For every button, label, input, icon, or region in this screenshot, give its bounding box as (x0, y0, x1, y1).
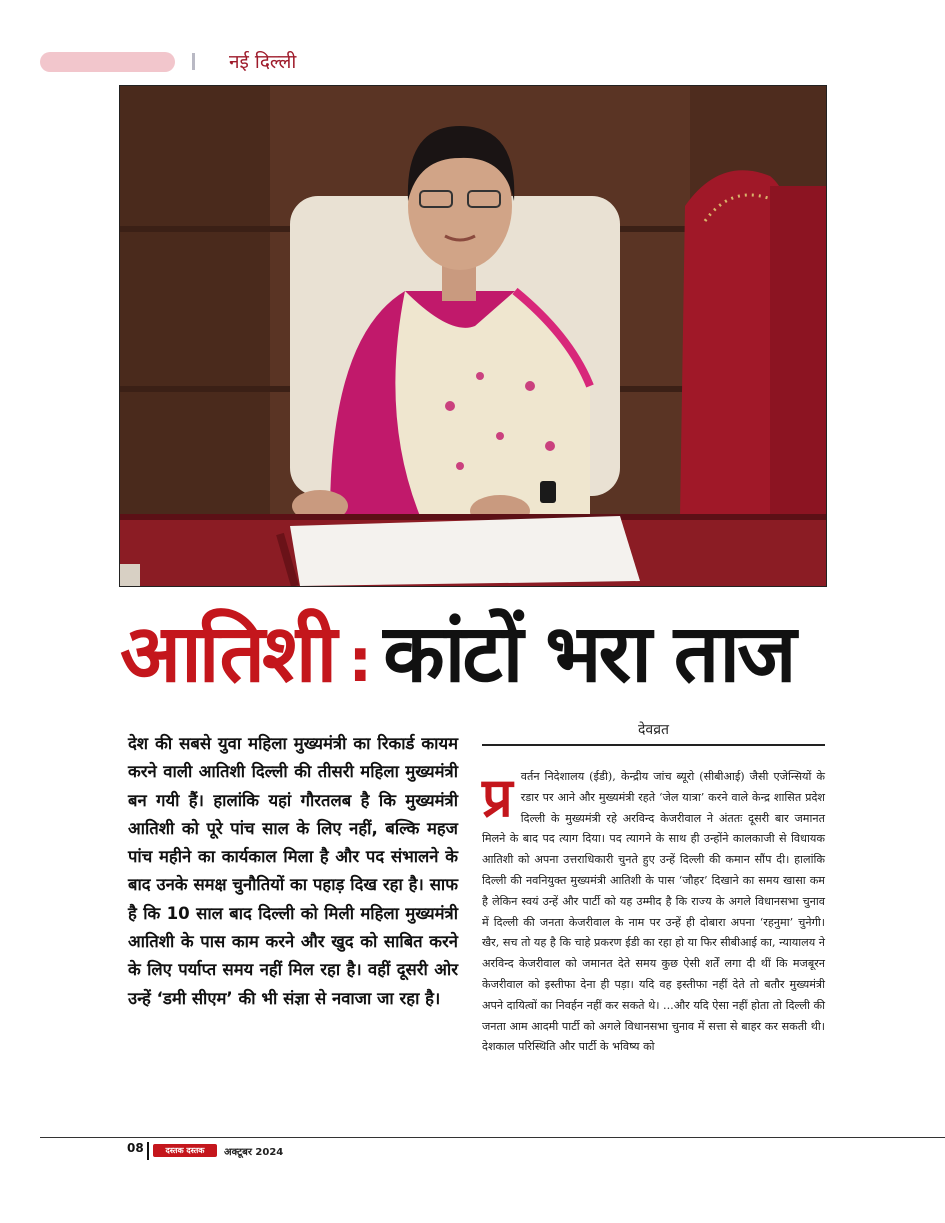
footer-divider (147, 1142, 149, 1160)
page-number: 08 (127, 1141, 144, 1155)
section-pill (40, 52, 175, 72)
footer-rule (40, 1137, 945, 1138)
article-text: वर्तन निदेशालय (ईडी), केन्द्रीय जांच ब्यूरो (सीबीआई) जैसी एजेन्सियों के रडार पर आने और मुख्यमंत्री रहते ‘जेल यात्रा’ करने वाले केन्द्र शासित प्रदेश दिल्ली के मुख्यमंत्री रहे अरविन्द केजरीवाल ने अंततः दूसरी बार जमानत मिलने के बाद पद त्याग दिया। पद त्यागने के साथ ही उन्होंने कालकाजी से विधायक आतिशी को अपना उत्तराधिकारी चुनते हुए उन्हें दिल्ली की कमान सौंप दी। हालांकि दिल्ली की नवनियुक्त मुख्यमंत्री आतिशी के पास ‘जौहर’ दिखाने का समय खासा कम है लेकिन स्वयं उन्हें और पार्टी को यह उम्मीद है कि राज्य के अगले विधानसभा चुनाव में दिल्ली की जनता केजरीवाल के नाम पर उन्हें ही दोबारा अपना ‘रहनुमा’ चुनेगी। खैर, सच तो यह है कि चाहे प्रकरण ईडी का रहा हो या फिर सीबीआई का, न्यायालय ने अरविन्द केजरीवाल को जमानत देते समय कुछ ऐसी शर्तें लगा दी थीं कि मजबूरन केजरीवाल को इस्तीफा देना ही पड़ा। यदि वह इस्तीफा नहीं देते तो बतौर मुख्यमंत्री अपने दायित्वों का निवर्हन नहीं कर सकते थे। ...और यदि ऐसा नहीं होता तो दिल्ली की जनता आम आदमी पार्टी को अगले विधानसभा चुनाव में सत्ता से बाहर कर सकती थी। देशकाल परिस्थिति और पार्टी के भविष्य को (482, 770, 825, 1054)
headline-separator: : (348, 626, 370, 696)
article-body (482, 767, 825, 1058)
lead-photo (119, 85, 827, 587)
magazine-logo: दस्तक दस्तक (153, 1144, 217, 1157)
header-divider (192, 53, 195, 70)
dropcap: प्र (482, 766, 513, 829)
issue-date: अक्टूबर 2024 (224, 1147, 284, 1158)
headline-name: आतिशी (120, 607, 335, 700)
portrait-photo-icon (120, 86, 826, 586)
intro-paragraph: देश की सबसे युवा महिला मुख्यमंत्री का रिकार्ड कायम करने वाली आतिशी दिल्ली की तीसरी महिला मुख्यमंत्री बन गयी हैं। हालांकि यहां गौरतलब है कि मुख्यमंत्री आतिशी को पूरे पांच साल के लिए नहीं, बल्कि महज पांच महीने का कार्यकाल मिला है और पद संभालने के बाद उनके समक्ष चुनौतियों का पहाड़ दिख रहा है। साफ है कि 10 साल बाद दिल्ली को मिली महिला मुख्यमंत्री आतिशी के पास काम करने और खुद को साबित करने के लिए पर्याप्त समय नहीं मिल रहा है। वहीं दूसरी ओर उन्हें ‘डमी सीएम’ की भी संज्ञा से नवाजा जा रहा है। (128, 734, 458, 1008)
section-label: नई दिल्ली (229, 51, 297, 73)
headline (120, 604, 830, 704)
headline-rest: कांटों भरा ताज (383, 607, 794, 700)
byline: देवव्रत (482, 720, 825, 746)
